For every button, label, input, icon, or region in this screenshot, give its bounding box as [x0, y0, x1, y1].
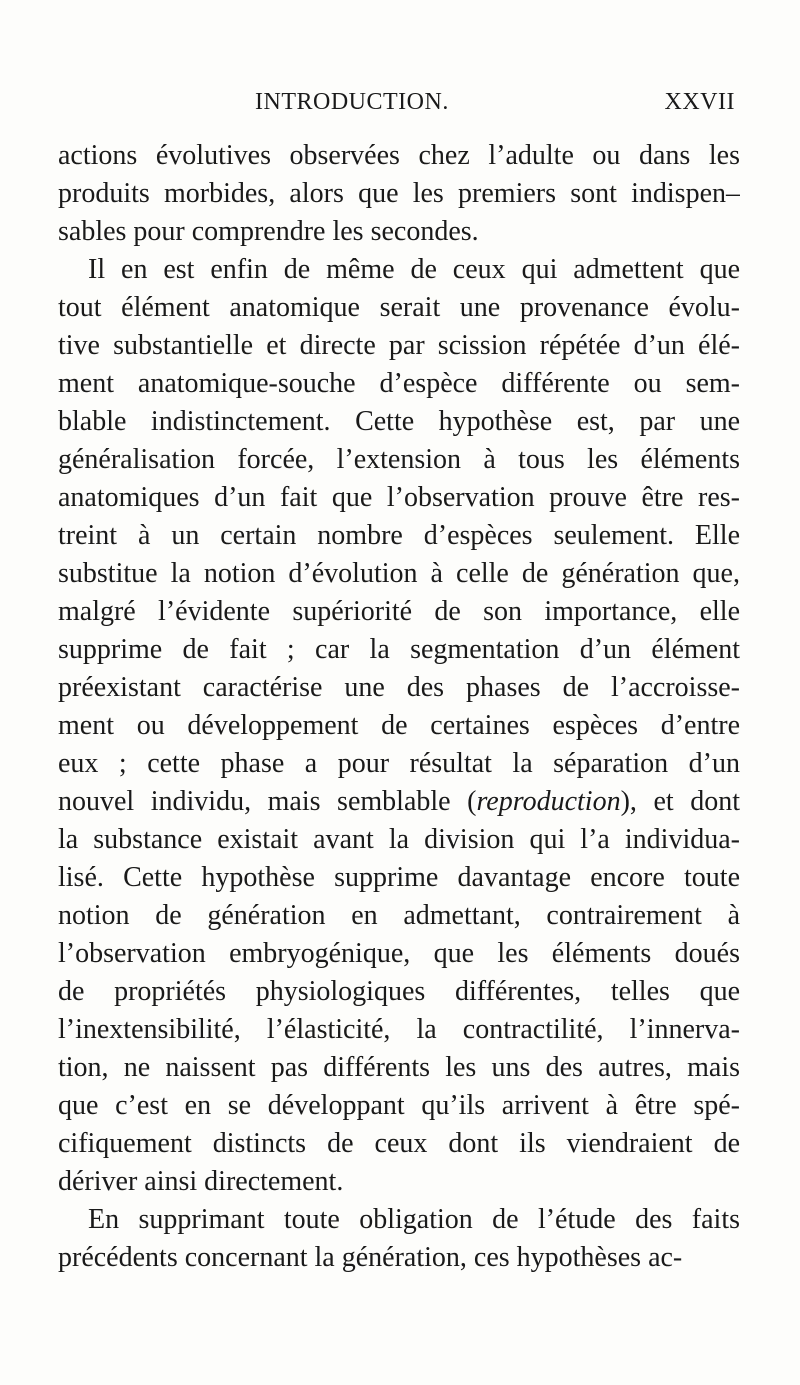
text-line: anatomiques d’un fait que l’observation prouve être res- [58, 482, 740, 513]
text-line: eux ; cette phase a pour résultat la séparation d’un [58, 748, 740, 779]
text-line: tout élément anatomique serait une provenance évolu- [58, 292, 740, 323]
text-line: En supprimant toute obligation de l’étude des faits [88, 1204, 740, 1235]
text-line: sables pour comprendre les secondes. [58, 216, 479, 247]
running-head [255, 89, 735, 125]
text-line: actions évolutives observées chez l’adulte ou dans les [58, 140, 740, 171]
body-text [58, 137, 740, 1277]
page-number: XXVII [664, 89, 735, 115]
text-line: que c’est en se développant qu’ils arrivent à être spé- [58, 1090, 740, 1121]
text-line: l’observation embryogénique, que les éléments doués [58, 938, 740, 969]
text-line: supprime de fait ; car la segmentation d’un élément [58, 634, 740, 665]
text-line: ment ou développement de certaines espèces d’entre [58, 710, 740, 741]
text-line: malgré l’évidente supériorité de son importance, elle [58, 596, 740, 627]
text-line: lisé. Cette hypothèse supprime davantage encore toute [58, 862, 740, 893]
text-line: tive substantielle et directe par scission répétée d’un élé- [58, 330, 740, 361]
text-line: l’inextensibilité, l’élasticité, la contractilité, l’innerva- [58, 1014, 740, 1045]
text-line: précédents concernant la génération, ces hypothèses ac- [58, 1242, 683, 1273]
text-line: de propriétés physiologiques différentes, telles que [58, 976, 740, 1007]
text-line: blable indistinctement. Cette hypothèse est, par une [58, 406, 740, 437]
running-head-title: INTRODUCTION. [255, 89, 449, 115]
text-line: Il en est enfin de même de ceux qui admettent que [88, 254, 740, 285]
text-line: substitue la notion d’évolution à celle de génération que, [58, 558, 740, 589]
text-line: préexistant caractérise une des phases de l’accroisse- [58, 672, 740, 703]
text-line: tion, ne naissent pas différents les uns des autres, mais [58, 1052, 740, 1083]
text-line: produits morbides, alors que les premiers sont indispen– [58, 178, 740, 209]
text-line: nouvel individu, mais semblable (reproduction), et dont [58, 786, 740, 817]
text-line: la substance existait avant la division qui l’a individua- [58, 824, 740, 855]
text-line: cifiquement distincts de ceux dont ils viendraient de [58, 1128, 740, 1159]
italic-term: reproduction [476, 786, 621, 817]
text-line: dériver ainsi directement. [58, 1166, 344, 1197]
text-line: ment anatomique-souche d’espèce différente ou sem- [58, 368, 740, 399]
text-line: notion de génération en admettant, contrairement à [58, 900, 740, 931]
text-line: généralisation forcée, l’extension à tous les éléments [58, 444, 740, 475]
text-line: treint à un certain nombre d’espèces seulement. Elle [58, 520, 740, 551]
